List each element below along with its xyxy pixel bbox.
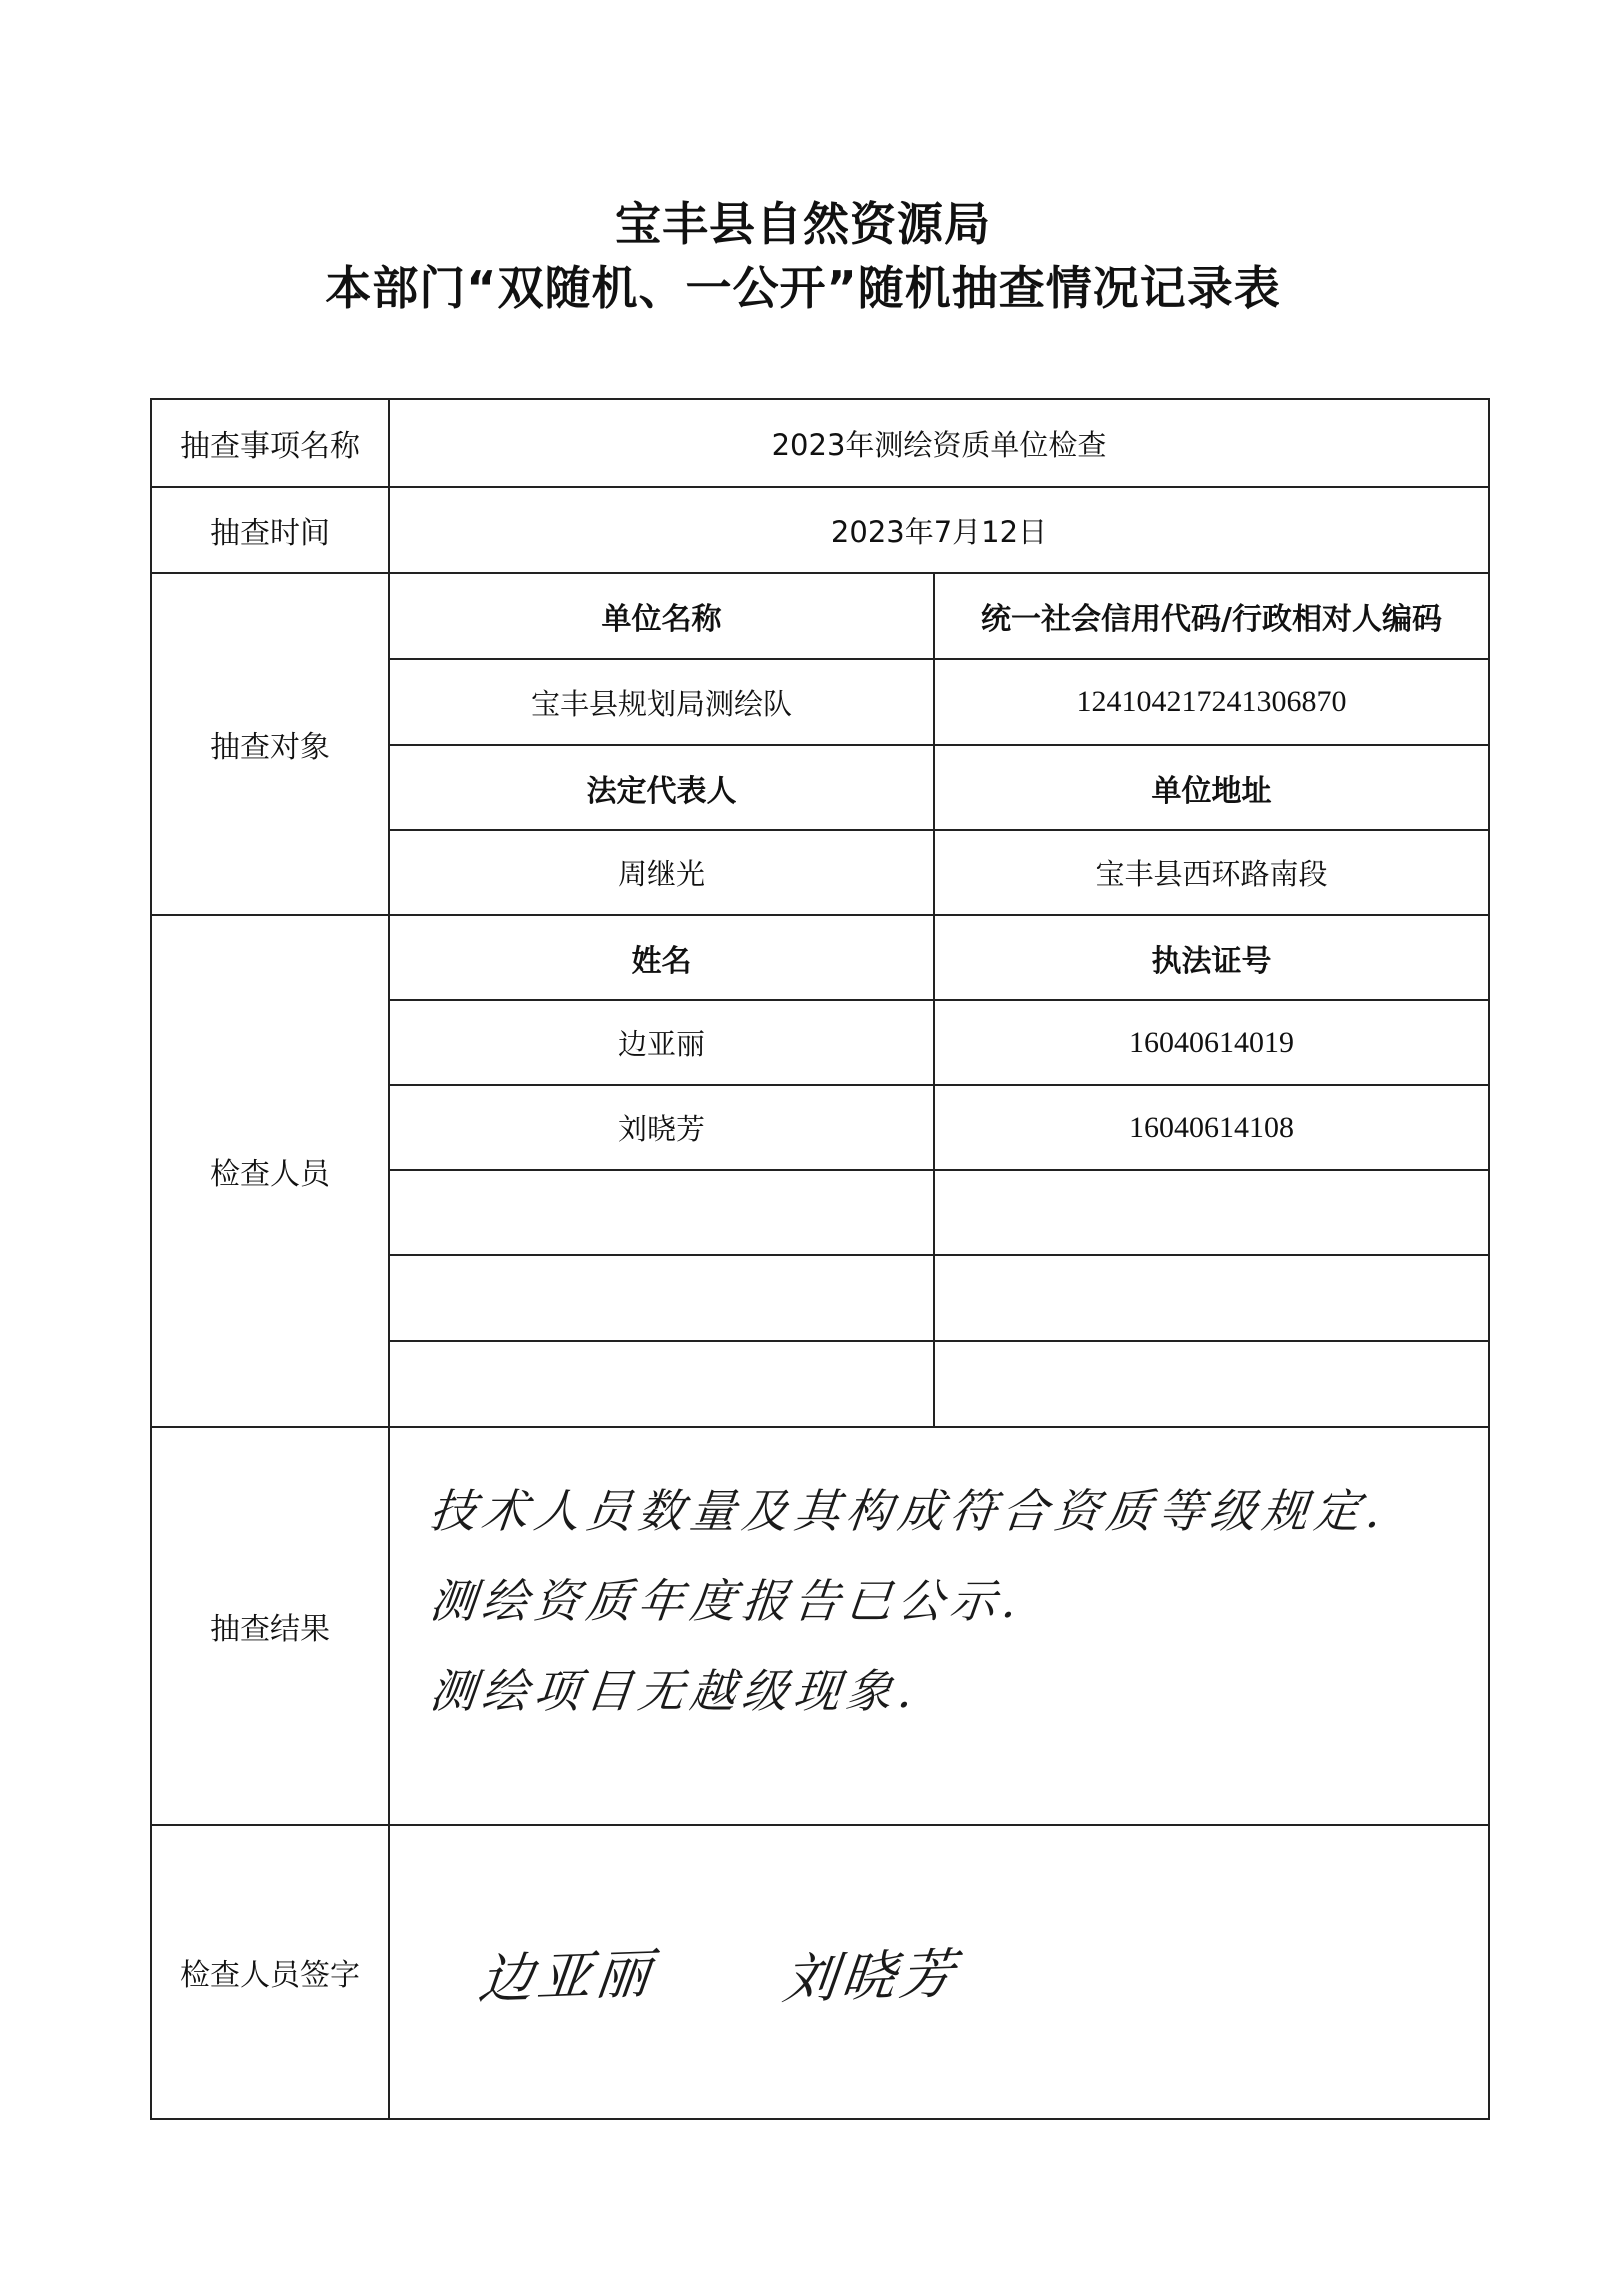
- signature-label: 检查人员签字: [152, 1826, 390, 2120]
- inspector-name-header: 姓名: [390, 916, 935, 1001]
- inspector-cert-3: [935, 1171, 1490, 1256]
- inspector-cert-1: 16040614019: [935, 1001, 1490, 1086]
- inspector-name-1: 边亚丽: [390, 1001, 935, 1086]
- inspector-name-5: [390, 1342, 935, 1428]
- unit-name-header: 单位名称: [390, 574, 935, 660]
- inspector-name-2: 刘晓芳: [390, 1086, 935, 1171]
- legal-rep-header: 法定代表人: [390, 746, 935, 831]
- title-line-2: 本部门“双随机、一公开”随机抽查情况记录表: [325, 261, 1281, 315]
- title-line-1: 宝丰县自然资源局: [615, 197, 991, 251]
- result-line-1: 技术人员数量及其构成符合资质等级规定.: [427, 1484, 1390, 1538]
- legal-rep-value: 周继光: [390, 831, 935, 916]
- document-title: [0, 192, 1606, 320]
- handwritten-result: [390, 1428, 1390, 1736]
- signature-area: [390, 1826, 1490, 2120]
- item-name-value: 2023年测绘资质单位检查: [390, 400, 1490, 488]
- result-label: 抽查结果: [152, 1428, 390, 1826]
- credit-code-value: 124104217241306870: [935, 660, 1490, 746]
- inspectors-label: 检查人员: [152, 916, 390, 1428]
- result-line-3: 测绘项目无越级现象.: [427, 1664, 922, 1718]
- target-label: 抽查对象: [152, 574, 390, 916]
- credit-code-header: 统一社会信用代码/行政相对人编码: [935, 574, 1490, 660]
- inspection-record-form: [150, 398, 1490, 2120]
- time-value: 2023年7月12日: [390, 488, 1490, 574]
- result-line-2: 测绘资质年度报告已公示.: [427, 1574, 1026, 1628]
- inspector-name-3: [390, 1171, 935, 1256]
- signature-1: 边亚丽: [475, 1941, 658, 2011]
- inspector-name-4: [390, 1256, 935, 1342]
- signature-2: 刘晓芳: [779, 1941, 962, 2011]
- inspector-cert-2: 16040614108: [935, 1086, 1490, 1171]
- address-value: 宝丰县西环路南段: [935, 831, 1490, 916]
- inspector-cert-4: [935, 1256, 1490, 1342]
- item-name-label: 抽查事项名称: [152, 400, 390, 488]
- unit-name-value: 宝丰县规划局测绘队: [390, 660, 935, 746]
- time-label: 抽查时间: [152, 488, 390, 574]
- address-header: 单位地址: [935, 746, 1490, 831]
- result-content: [390, 1428, 1490, 1826]
- inspector-cert-5: [935, 1342, 1490, 1428]
- inspector-cert-header: 执法证号: [935, 916, 1490, 1001]
